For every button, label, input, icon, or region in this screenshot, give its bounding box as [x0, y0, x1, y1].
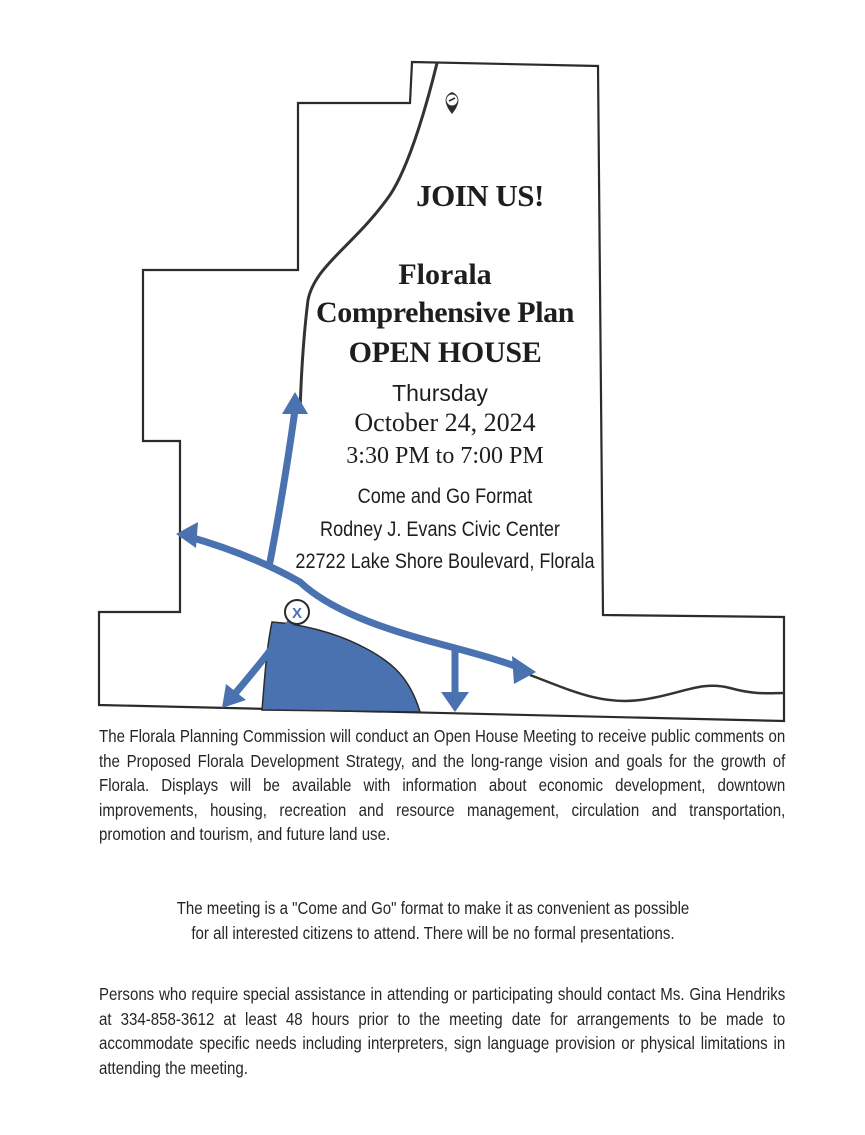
event-format: Come and Go Format — [357, 485, 533, 508]
join-heading: JOIN US! — [416, 178, 544, 213]
location-marker-icon — [285, 600, 309, 624]
event-title-line1: Florala — [398, 258, 492, 291]
event-time: 3:30 PM to 7:00 PM — [346, 443, 544, 469]
airport-pin-icon — [446, 92, 459, 114]
event-venue: Rodney J. Evans Civic Center — [320, 518, 560, 541]
assistance-paragraph: Persons who require special assistance in attending or participating should contact Ms. Gina Hendriks at 334-858-3612 at least 48 hours prior to the meeting date for arrangements to be made to accommodate specific needs including interpreters, sign language provision or physical limitations in attending the meeting. — [99, 984, 786, 1078]
event-title-line3: OPEN HOUSE — [348, 336, 542, 369]
format-paragraph-line2: for all interested citizens to attend. There will be no formal presentations. — [191, 922, 675, 943]
event-date: October 24, 2024 — [354, 408, 536, 437]
map-marker-label: X — [291, 605, 303, 622]
event-day: Thursday — [392, 380, 488, 406]
event-address: 22722 Lake Shore Boulevard, Florala — [295, 550, 595, 573]
format-paragraph — [123, 896, 742, 945]
event-title-line2: Comprehensive Plan — [315, 296, 575, 329]
description-paragraph: The Florala Planning Commission will conduct an Open House Meeting to receive public comments on the Proposed Florala Development Strategy, and the long-range vision and goals for the growth of Florala. Displays will be available with information about economic development, downtown improvements, housing, recreation and resource management, circulation and transportation, promotion and tourism, and future land use. — [99, 726, 786, 844]
lake — [262, 622, 420, 712]
format-paragraph-line1: The meeting is a "Come and Go" format to make it as convenient as possible — [176, 898, 690, 918]
east-road — [530, 675, 784, 701]
